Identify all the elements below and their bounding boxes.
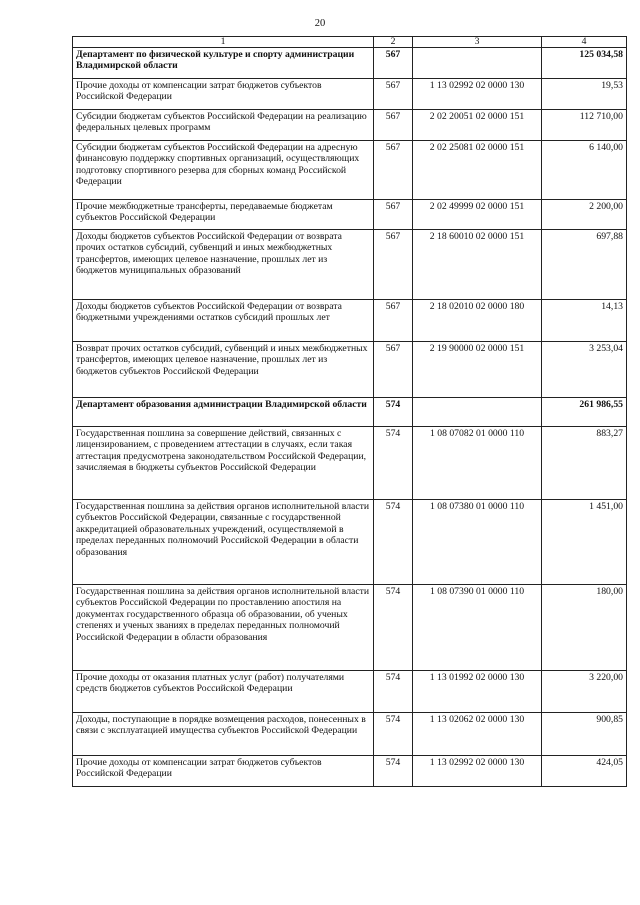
row-admin-code-cell: 567 [374,79,413,110]
row-admin-code-cell: 574 [374,585,413,671]
row-kbk-code-cell: 1 13 02992 02 0000 130 [413,756,542,787]
header-col-1: 1 [73,37,374,48]
row-name-cell: Государственная пошлина за действия органов исполнительной власти субъектов Российской Федерации по проставлению апостиля на документах государственного образца об образовании, об ученых степенях и ученых званиях в пределах переданных полномочий Российской Федерации в области образования [73,585,374,671]
table-row [73,200,627,230]
row-kbk-code-cell: 2 19 90000 02 0000 151 [413,342,542,398]
row-name-cell: Субсидии бюджетам субъектов Российской Федерации на реализацию федеральных целевых программ [73,110,374,141]
table-row [73,141,627,200]
row-amount-cell: 14,13 [542,300,627,342]
row-amount-cell: 6 140,00 [542,141,627,200]
table-row [73,342,627,398]
row-name-cell: Прочие межбюджетные трансферты, передаваемые бюджетам субъектов Российской Федерации [73,200,374,230]
row-amount-cell: 883,27 [542,427,627,500]
row-kbk-code-cell: 1 08 07390 01 0000 110 [413,585,542,671]
table-row [73,427,627,500]
row-kbk-code-cell [413,398,542,427]
table-row [73,79,627,110]
row-name-cell: Доходы бюджетов субъектов Российской Федерации от возврата бюджетными учреждениями остатков субсидий прошлых лет [73,300,374,342]
row-admin-code-cell: 574 [374,713,413,756]
row-admin-code-cell: 567 [374,230,413,300]
table-row [73,230,627,300]
page-number: 20 [314,18,326,29]
row-name-cell: Департамент образования администрации Владимирской области [73,398,374,427]
row-admin-code-cell: 567 [374,300,413,342]
row-amount-cell: 3 220,00 [542,671,627,713]
row-amount-cell: 261 986,55 [542,398,627,427]
row-kbk-code-cell: 2 02 49999 02 0000 151 [413,200,542,230]
revenue-table [72,36,627,787]
row-admin-code-cell: 574 [374,398,413,427]
row-kbk-code-cell: 1 13 02992 02 0000 130 [413,79,542,110]
row-kbk-code-cell: 1 08 07380 01 0000 110 [413,500,542,585]
row-amount-cell: 1 451,00 [542,500,627,585]
row-admin-code-cell: 567 [374,110,413,141]
department-row [73,48,627,79]
header-row [73,37,627,48]
row-amount-cell: 112 710,00 [542,110,627,141]
row-name-cell: Субсидии бюджетам субъектов Российской Федерации на адресную финансовую поддержку спортивных организаций, осуществляющих подготовку спортивного резерва для сборных команд Российской Федерации [73,141,374,200]
row-name-cell: Департамент по физической культуре и спорту администрации Владимирской области [73,48,374,79]
row-amount-cell: 424,05 [542,756,627,787]
row-admin-code-cell: 567 [374,141,413,200]
table-row [73,713,627,756]
row-name-cell: Доходы, поступающие в порядке возмещения расходов, понесенных в связи с эксплуатацией имущества субъектов Российской Федерации [73,713,374,756]
header-col-3: 3 [413,37,542,48]
row-name-cell: Прочие доходы от оказания платных услуг (работ) получателями средств бюджетов субъектов Российской Федерации [73,671,374,713]
table-row [73,110,627,141]
header-col-4: 4 [542,37,627,48]
row-name-cell: Прочие доходы от компенсации затрат бюджетов субъектов Российской Федерации [73,756,374,787]
row-admin-code-cell: 574 [374,671,413,713]
row-name-cell: Государственная пошлина за совершение действий, связанных с лицензированием, с проведением аттестации в случаях, если такая аттестация предусмотрена законодательством Российской Федерации, зачисляемая в бюджеты субъектов Российской Федерации [73,427,374,500]
row-kbk-code-cell: 2 02 25081 02 0000 151 [413,141,542,200]
row-kbk-code-cell: 1 13 01992 02 0000 130 [413,671,542,713]
table-row [73,756,627,787]
row-kbk-code-cell: 1 13 02062 02 0000 130 [413,713,542,756]
table-row [73,500,627,585]
row-admin-code-cell: 574 [374,427,413,500]
row-kbk-code-cell [413,48,542,79]
row-name-cell: Государственная пошлина за действия органов исполнительной власти субъектов Российской Федерации, связанные с государственной аккредитацией образовательных учреждений, осуществляемой в пределах переданных полномочий Российской Федерации в области образования [73,500,374,585]
row-name-cell: Доходы бюджетов субъектов Российской Федерации от возврата прочих остатков субсидий, субвенций и иных межбюджетных трансфертов, имеющих целевое назначение, прошлых лет из бюджетов муниципальных образований [73,230,374,300]
table-row [73,585,627,671]
department-row [73,398,627,427]
row-amount-cell: 180,00 [542,585,627,671]
row-amount-cell: 3 253,04 [542,342,627,398]
row-kbk-code-cell: 2 02 20051 02 0000 151 [413,110,542,141]
row-name-cell: Прочие доходы от компенсации затрат бюджетов субъектов Российской Федерации [73,79,374,110]
header-col-2: 2 [374,37,413,48]
row-kbk-code-cell: 1 08 07082 01 0000 110 [413,427,542,500]
row-kbk-code-cell: 2 18 02010 02 0000 180 [413,300,542,342]
row-admin-code-cell: 567 [374,342,413,398]
row-admin-code-cell: 567 [374,48,413,79]
table-row [73,300,627,342]
row-amount-cell: 2 200,00 [542,200,627,230]
row-kbk-code-cell: 2 18 60010 02 0000 151 [413,230,542,300]
row-admin-code-cell: 574 [374,756,413,787]
row-amount-cell: 697,88 [542,230,627,300]
row-admin-code-cell: 567 [374,200,413,230]
row-amount-cell: 900,85 [542,713,627,756]
row-name-cell: Возврат прочих остатков субсидий, субвенций и иных межбюджетных трансфертов, имеющих целевое назначение, прошлых лет из бюджетов субъектов Российской Федерации [73,342,374,398]
table-row [73,671,627,713]
row-amount-cell: 125 034,58 [542,48,627,79]
row-admin-code-cell: 574 [374,500,413,585]
row-amount-cell: 19,53 [542,79,627,110]
